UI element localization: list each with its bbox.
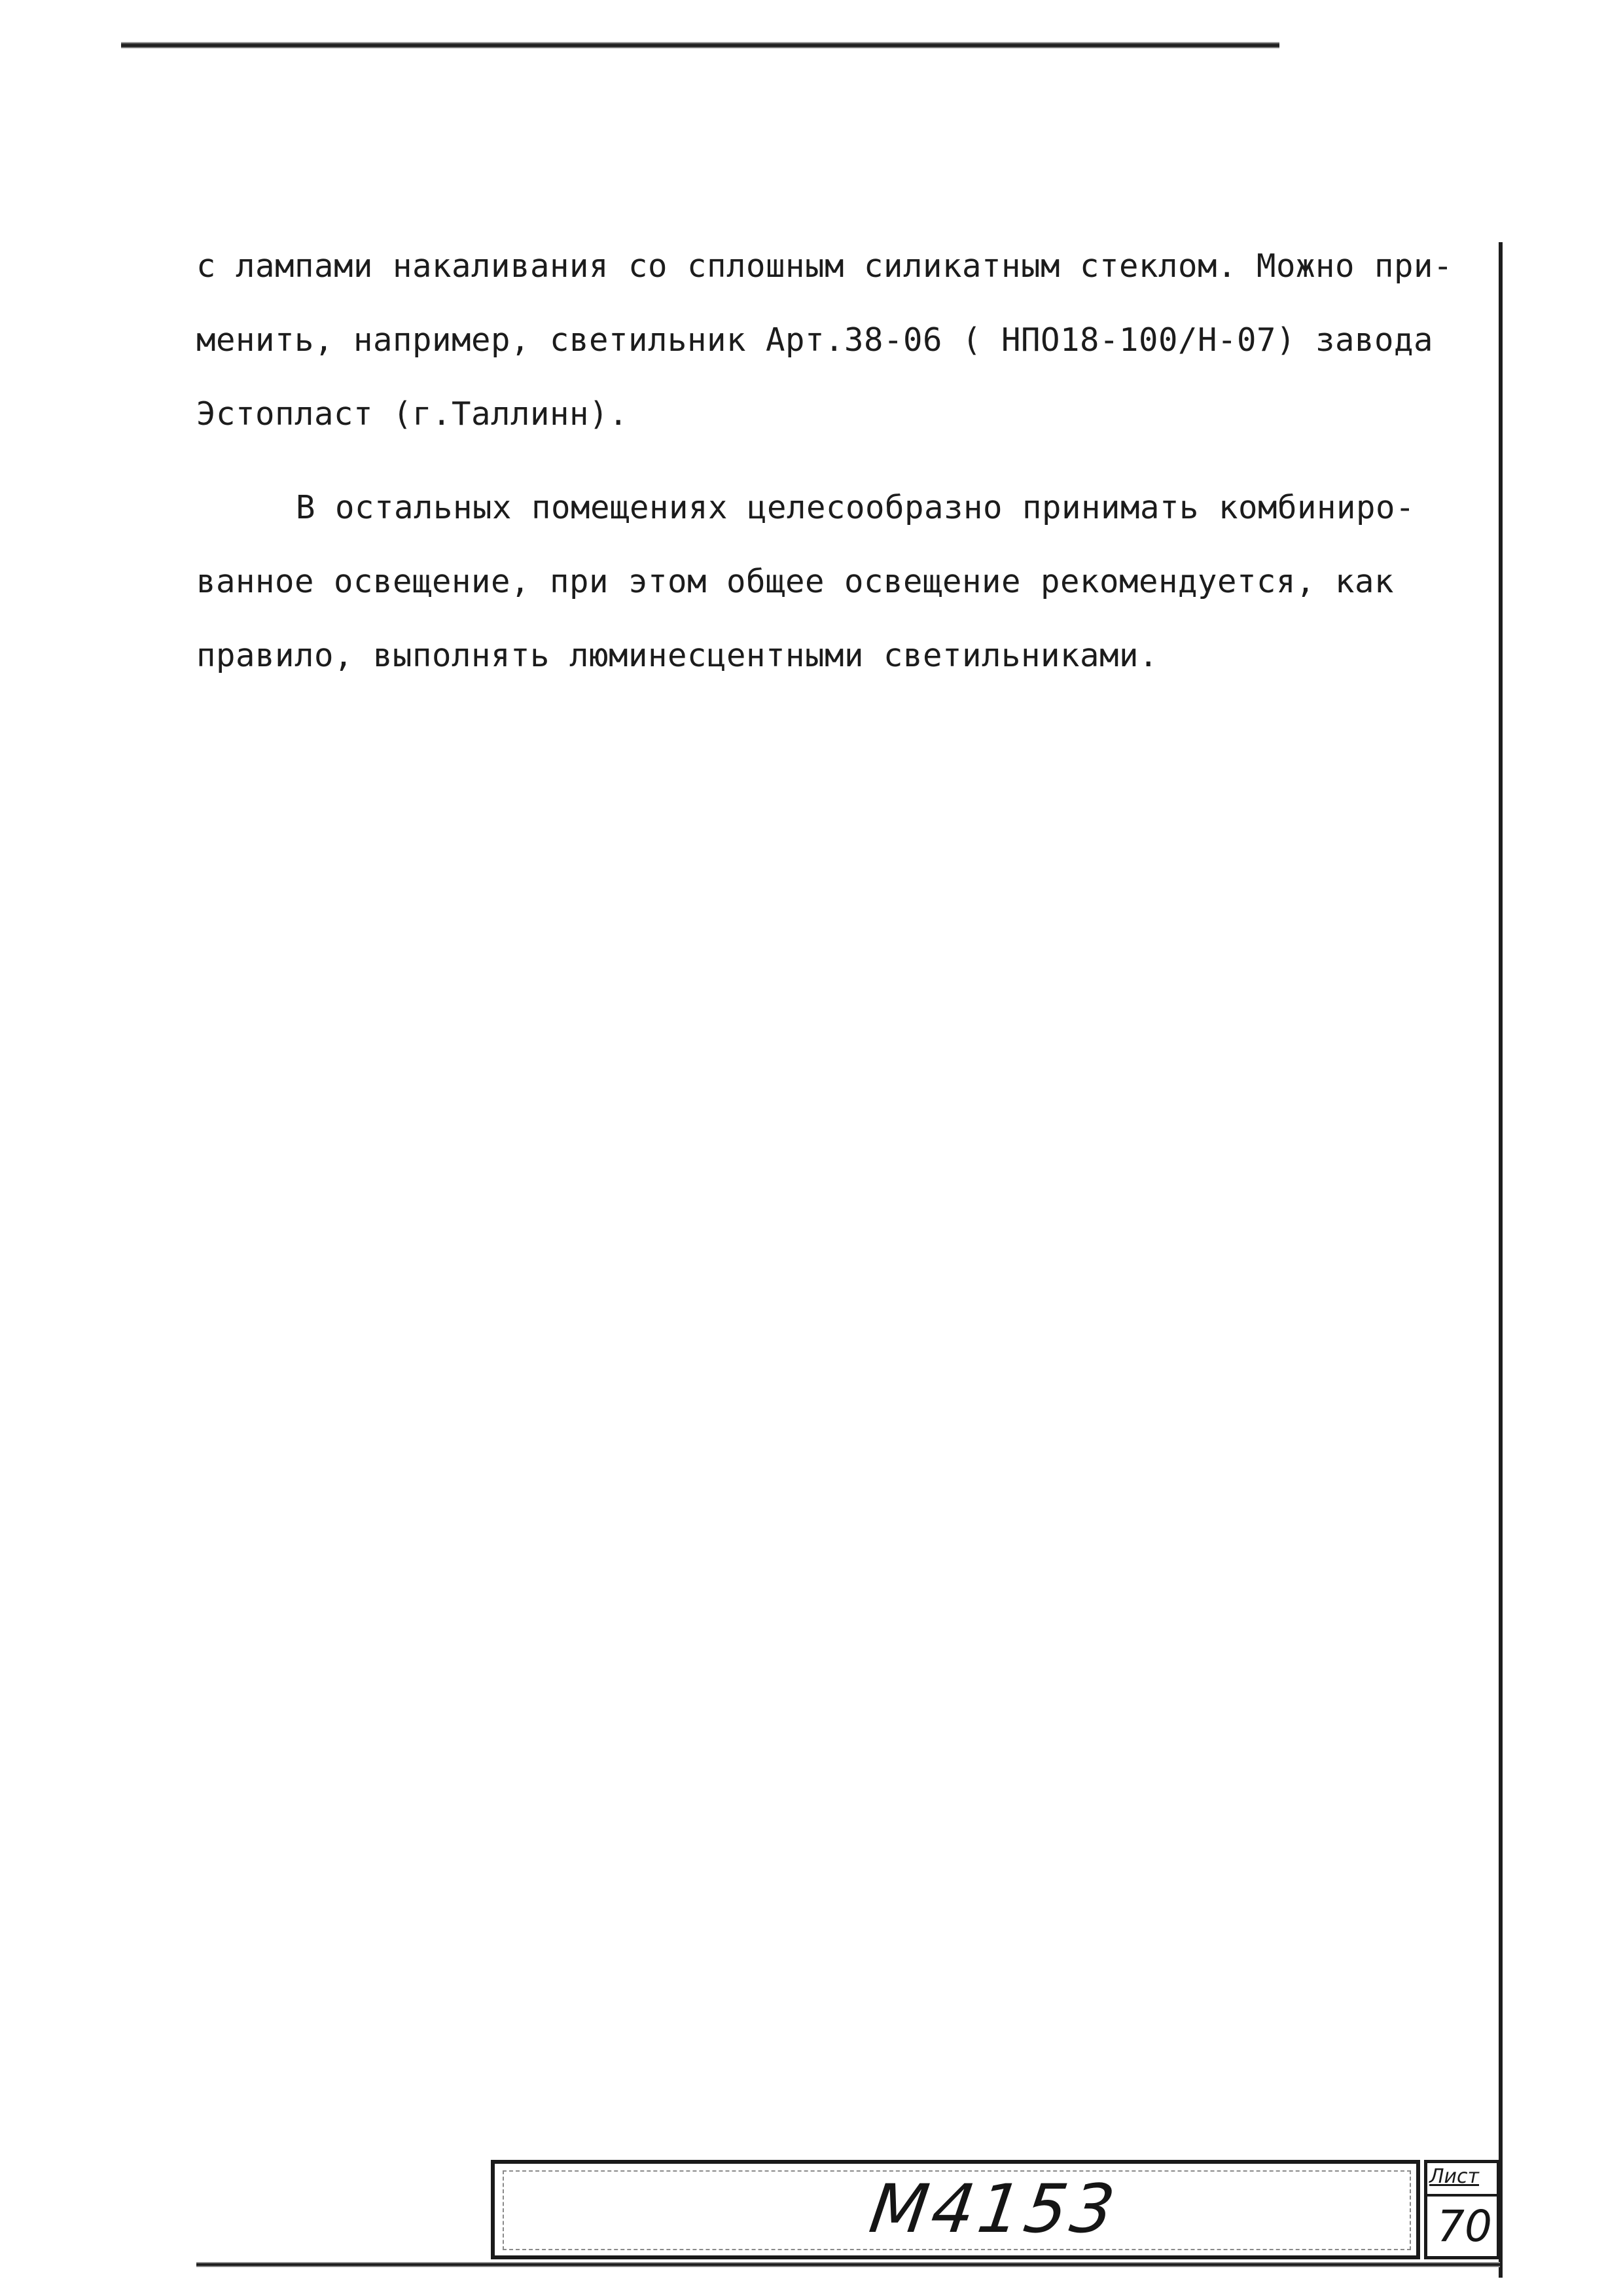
bottom-rule: [196, 2262, 1500, 2267]
text-line: В остальных помещениях целесообразно принимать комбиниро-: [296, 489, 1416, 526]
top-rule: [121, 42, 1279, 48]
document-code: M4153: [865, 2170, 1124, 2248]
text-line: с лампами накаливания со сплошным силикатным стеклом. Можно при-: [196, 247, 1454, 285]
text-line: правило, выполнять люминесцентными светильниками.: [196, 637, 1159, 674]
sheet-label: Лист: [1429, 2165, 1480, 2188]
paragraph-gap: [196, 451, 1479, 471]
document-body: [196, 229, 1479, 692]
sheet-cell-divider: [1424, 2194, 1500, 2197]
text-line: Эстопласт (г.Таллинн).: [196, 395, 629, 433]
text-line: менить, например, светильник Арт.38-06 ( НПО18-100/Н-07) завода: [196, 321, 1434, 359]
text-line: ванное освещение, при этом общее освещение рекомендуется, как: [196, 563, 1395, 600]
sheet-number: 70: [1437, 2201, 1492, 2251]
right-frame-line: [1499, 242, 1503, 2278]
